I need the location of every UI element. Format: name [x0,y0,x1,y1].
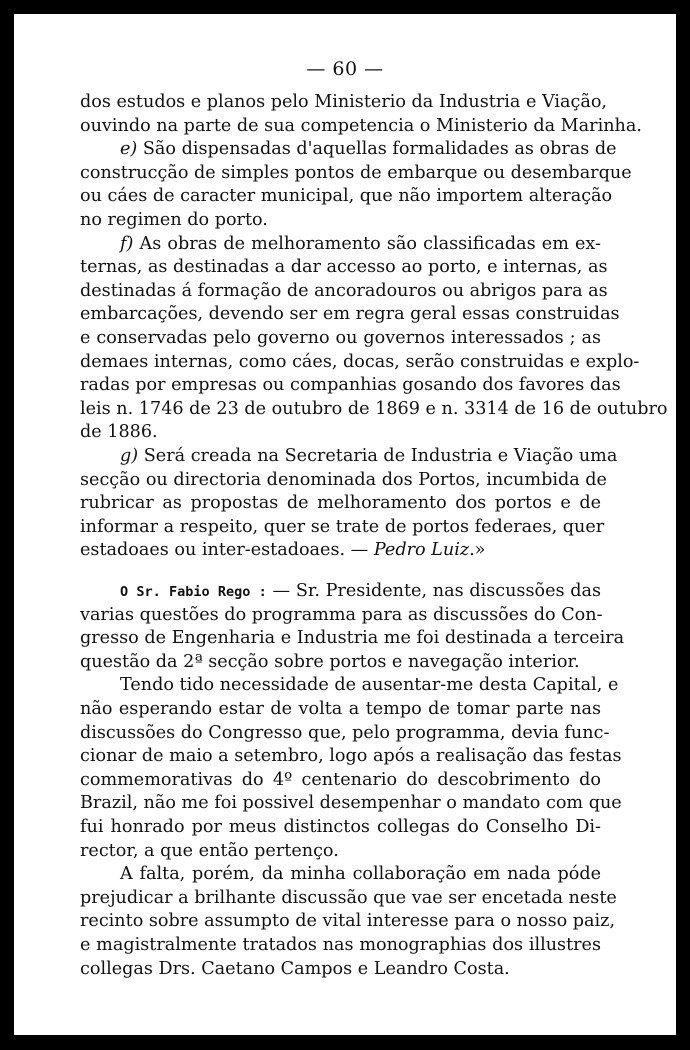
text-line: ou cáes de caracter municipal, que não importem alteração [80,186,613,207]
text-line: A falta, porém, da minha collaboração em nada póde [120,864,601,885]
text-line [80,138,617,162]
decree-text [80,91,668,563]
text-line [80,580,601,604]
text-line: secção ou directoria denominada dos Portos, incumbida de [80,469,607,490]
text-line: e conservadas pelo governo ou governos interessados ; as [80,327,601,348]
text-line: demaes internas, como cáes, docas, serão construidas e explo- [80,351,640,372]
text-line [80,539,601,563]
text-line [80,233,601,257]
speaker-name: O Sr. Fabio Rego : [120,584,267,600]
text-line: Brazil, não me foi possivel desempenhar o mandato com que [80,793,622,814]
speaker-dash: — [266,581,296,601]
text-line: recinto sobre assumpto de vital interesse para o nosso paiz, [80,911,616,932]
text-line: destinadas á formação de ancoradouros ou abrigos para as [80,280,608,301]
text-line: no regimen do porto. [80,209,268,230]
text-line-content: São dispensadas d'aquellas formalidades as obras de [142,139,617,160]
text-line-content: Sr. Presidente, nas discussões das [295,581,601,601]
text-line: de 1886. [80,422,158,443]
text-line [80,445,618,469]
text-line: não esperando estar de volta a tempo de tomar parte nas [80,698,601,719]
text-line: radas por empresas ou companhias gosando dos favores das [80,375,621,396]
text-line: collegas Drs. Caetano Campos e Leandro Costa. [80,958,510,979]
text-line: ternas, as destinadas a dar accesso ao porto, e internas, as [80,257,608,278]
signature: Pedro Luiz [373,540,470,561]
text-line-content: As obras de melhoramento são classificadas em ex- [139,233,601,254]
text-line: discussões do Congresso que, pelo programma, devia func- [80,722,610,743]
text-line: informar a respeito, quer se trate de portos federaes, quer [80,516,605,537]
text-line: cionar de maio a setembro, logo após a realisação das festas [80,746,622,767]
item-marker-e: e) [120,139,138,160]
text-line: questão da 2ª secção sobre portos e navegação interior. [80,651,580,672]
text-line: construcção de simples pontos de embarque ou desembarque [80,162,632,183]
text-line: varias questões do programma para as discussões do Con- [80,604,603,625]
page-number: — 60 — [306,58,384,80]
text-line: ouvindo na parte de sua competencia o Ministerio da Marinha. [80,115,642,136]
text-line-content: estadoaes ou inter-estadoaes. — [80,540,369,561]
speech-text [80,580,625,981]
text-line-content: Será creada na Secretaria de Industria e Viação uma [143,445,618,466]
text-line: embarcações, devendo ser em regra geral essas construidas [80,304,620,325]
closing-quote: .» [469,540,486,561]
text-line: leis n. 1746 de 23 de outubro de 1869 e n. 3314 de 16 de outubro [80,398,668,419]
text-line: gresso de Engenharia e Industria me foi destinada a terceira [80,628,625,649]
text-line: prejudicar a brilhante discussão que vae ser encetada neste [80,887,617,908]
text-line: dos estudos e planos pelo Ministerio da Industria e Viação, [80,92,608,112]
text-line: Tendo tido necessidade de ausentar-me desta Capital, e [120,675,619,696]
item-marker-f: f) [120,233,134,254]
text-line: rector, a que então pertenço. [80,840,339,861]
text-line: fui honrado por meus distinctos collegas do Conselho Di- [80,816,601,837]
document-page [14,14,676,1035]
text-line: rubricar as propostas de melhoramento dos portos e de [80,493,601,514]
text-line: commemorativas do 4º centenario do descobrimento do [80,769,601,790]
text-line: e magistralmente tratados nas monographias dos illustres [80,934,601,955]
item-marker-g: g) [120,445,139,466]
